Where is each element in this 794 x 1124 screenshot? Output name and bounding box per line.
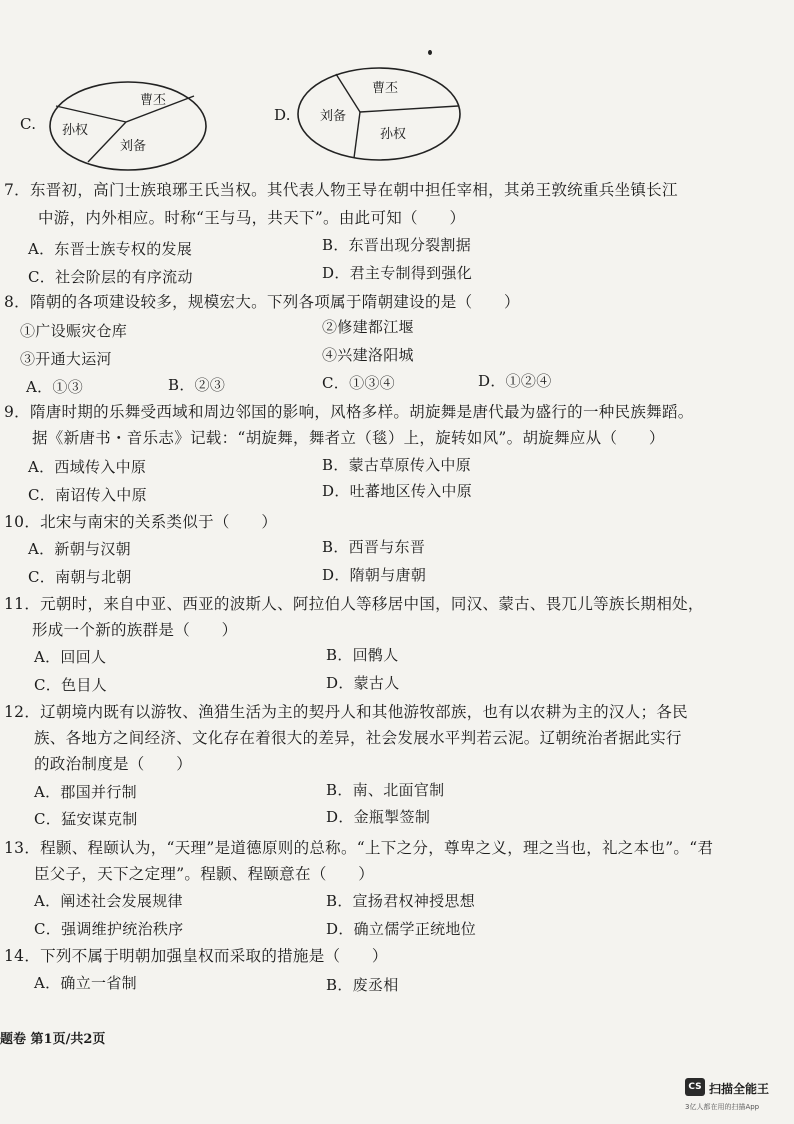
question-10-option-a: A．新朝与汉朝 bbox=[28, 540, 131, 558]
question-9-option-d: D．吐蕃地区传入中原 bbox=[322, 482, 473, 500]
diagram-c-divider-1 bbox=[56, 106, 126, 122]
question-12-option-d: D．金瓶掣签制 bbox=[326, 808, 431, 826]
question-8-item-3: ③开通大运河 bbox=[20, 350, 112, 368]
question-12-option-b: B．南、北面官制 bbox=[326, 781, 445, 799]
diagram-c-label-sun: 孙权 bbox=[62, 123, 89, 138]
question-9-line-1: 9．隋唐时期的乐舞受西域和周边邻国的影响，风格多样。胡旋舞是唐代最为盛行的一种民族舞蹈。 bbox=[4, 403, 694, 421]
question-8-option-d: D．①②④ bbox=[478, 372, 552, 390]
camscanner-logo-icon: CS bbox=[685, 1078, 705, 1096]
question-7-option-c: C．社会阶层的有序流动 bbox=[28, 268, 193, 286]
question-13-option-b: B．宣扬君权神授思想 bbox=[326, 892, 476, 910]
diagram-d-divider-2 bbox=[360, 106, 458, 112]
question-8-option-b: B．②③ bbox=[168, 376, 226, 394]
diagram-d-divider-1 bbox=[336, 74, 360, 112]
question-12-line-3: 的政治制度是（ ） bbox=[34, 755, 193, 773]
scanner-app-name: 扫描全能王 bbox=[709, 1082, 770, 1096]
ink-dot bbox=[428, 50, 432, 55]
diagram-c bbox=[48, 80, 208, 172]
question-14-option-b: B．废丞相 bbox=[326, 976, 399, 994]
question-10-option-b: B．西晋与东晋 bbox=[322, 538, 426, 556]
question-12-line-1: 12．辽朝境内既有以游牧、渔猎生活为主的契丹人和其他游牧部族，也有以农耕为主的汉人；各民 bbox=[4, 703, 688, 721]
question-11-line-2: 形成一个新的族群是（ ） bbox=[32, 621, 238, 639]
question-13-line-1: 13．程颢、程颐认为，“天理”是道德原则的总称。“上下之分，尊卑之义，理之当也，礼之本也”。“君 bbox=[4, 839, 714, 857]
question-9-option-a: A．西域传入中原 bbox=[28, 458, 147, 476]
question-7-option-a: A．东晋士族专权的发展 bbox=[28, 240, 193, 258]
question-13-option-a: A．阐述社会发展规律 bbox=[34, 892, 183, 910]
question-7-line-1: 7．东晋初，高门士族琅琊王氏当权。其代表人物王导在朝中担任宰相，其弟王敦统重兵坐镇长江 bbox=[4, 181, 678, 199]
question-7-option-b: B．东晋出现分裂割据 bbox=[322, 236, 472, 254]
question-10-option-d: D．隋朝与唐朝 bbox=[322, 566, 427, 584]
diagram-d-label-sun: 孙权 bbox=[380, 127, 407, 142]
question-8-option-c: C．①③④ bbox=[322, 374, 395, 392]
question-11-option-a: A．回回人 bbox=[34, 648, 107, 666]
question-14-option-a: A．确立一省制 bbox=[34, 974, 137, 992]
question-9-option-c: C．南诏传入中原 bbox=[28, 486, 147, 504]
question-11-option-c: C．色目人 bbox=[34, 676, 107, 694]
diagram-d-label-cao: 曹丕 bbox=[372, 81, 399, 96]
question-10-line-1: 10．北宋与南宋的关系类似于（ ） bbox=[4, 513, 278, 531]
question-13-line-2: 臣父子，天下之定理”。程颢、程颐意在（ ） bbox=[34, 865, 375, 883]
question-13-option-d: D．确立儒学正统地位 bbox=[326, 920, 477, 938]
diagram-c-label-liu: 刘备 bbox=[120, 139, 147, 154]
question-11-option-b: B．回鹘人 bbox=[326, 646, 399, 664]
question-8-item-1: ①广设赈灾仓库 bbox=[20, 322, 128, 340]
diagram-d-divider-3 bbox=[354, 112, 360, 158]
question-13-option-c: C．强调维护统治秩序 bbox=[34, 920, 184, 938]
scanner-tagline: 3亿人都在用的扫描App bbox=[685, 1103, 760, 1111]
question-12-line-2: 族、各地方之间经济、文化存在着很大的差异，社会发展水平判若云泥。辽朝统治者据此实行 bbox=[34, 729, 682, 747]
diagram-d-label-liu: 刘备 bbox=[320, 109, 347, 124]
question-8-option-a: A．①③ bbox=[26, 378, 84, 396]
question-9-option-b: B．蒙古草原传入中原 bbox=[322, 456, 472, 474]
question-8-line-1: 8．隋朝的各项建设较多，规模宏大。下列各项属于隋朝建设的是（ ） bbox=[4, 293, 520, 311]
question-11-option-d: D．蒙古人 bbox=[326, 674, 400, 692]
question-7-option-d: D．君主专制得到强化 bbox=[322, 264, 473, 282]
question-12-option-a: A．郡国并行制 bbox=[34, 783, 137, 801]
question-11-line-1: 11．元朝时，来自中亚、西亚的波斯人、阿拉伯人等移居中国，同汉、蒙古、畏兀儿等族长期相处， bbox=[4, 595, 704, 613]
page-footer: 题卷 第1页/共2页 bbox=[0, 1032, 106, 1047]
question-12-option-c: C．猛安谋克制 bbox=[34, 810, 138, 828]
diagram-d bbox=[296, 66, 462, 162]
question-8-item-4: ④兴建洛阳城 bbox=[322, 346, 414, 364]
question-14-line-1: 14．下列不属于明朝加强皇权而采取的措施是（ ） bbox=[4, 947, 388, 965]
question-9-line-2: 据《新唐书・音乐志》记载：“胡旋舞，舞者立（毯）上，旋转如风”。胡旋舞应从（ ） bbox=[32, 429, 665, 447]
diagram-c-label-cao: 曹丕 bbox=[140, 93, 167, 108]
question-8-item-2: ②修建都江堰 bbox=[322, 318, 414, 336]
option-d-letter: D. bbox=[274, 106, 291, 124]
question-10-option-c: C．南朝与北朝 bbox=[28, 568, 132, 586]
option-c-letter: C. bbox=[20, 115, 37, 133]
question-7-line-2: 中游，内外相应。时称“王与马，共天下”。由此可知（ ） bbox=[38, 209, 466, 227]
